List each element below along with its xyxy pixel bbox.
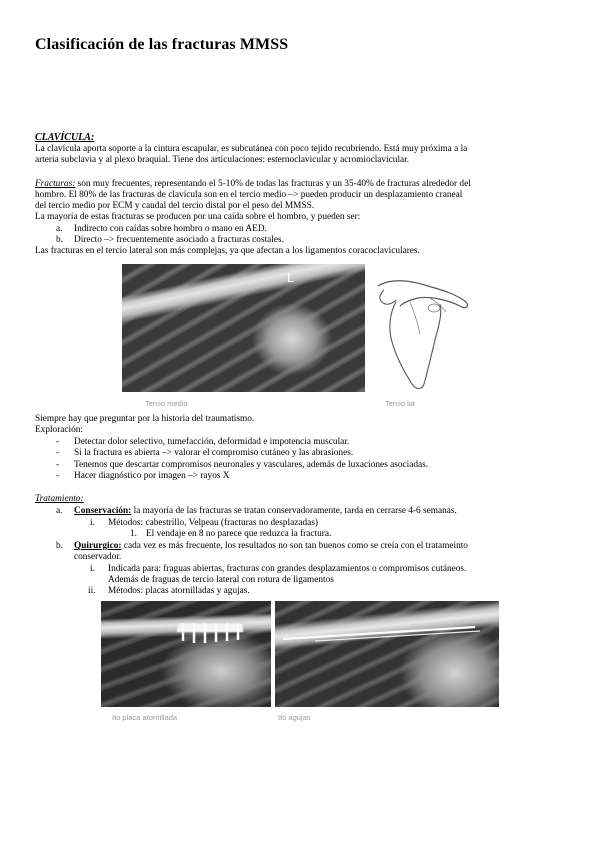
tercio-lateral-line: Las fracturas en el tercio lateral son más complejas, ya que afectan a los ligamentos coracoclaviculares.: [35, 246, 420, 256]
vendaje-line: El vendaje en 8 no parece que reduzca la fractura.: [146, 529, 332, 539]
exploracion-item: Detectar dolor selectivo, tumefacción, deformidad e impotencia muscular.: [74, 437, 350, 447]
scapula-lateral-third-diagram: [370, 272, 480, 394]
caption-tercio-lat: Tercio lat: [385, 399, 416, 408]
fracturas-line-1: [35, 179, 471, 190]
indicaciones-line-1: Indicada para: fraguas abiertas, fracturas con grandes desplazamientos o compromisos cutáneos.: [108, 564, 467, 574]
list-marker: 1.: [130, 529, 137, 539]
exploracion-item: Hacer diagnóstico por imagen –> rayos X: [74, 471, 230, 481]
intro-line-2: arteria subclavia y al plexo braquial. Tiene dos articulaciones: esternoclavicular y acromioclavicular.: [35, 155, 410, 165]
xray-clavicle-middle-third: [122, 264, 365, 392]
list-marker: b.: [56, 235, 63, 245]
quirurgico-line-2: conservador.: [74, 552, 122, 562]
historia-line: Siempre hay que preguntar por la historia del traumatismo.: [35, 414, 255, 424]
conservacion-line: [74, 506, 457, 517]
mecanismo-indirecto: Indirecto con caídas sobre hombro o mano en AED.: [74, 224, 267, 234]
fracturas-line-3: del tercio medio por ECM y caudal del tercio distal por el peso del MMSS.: [35, 201, 315, 211]
section-heading-clavicula: CLAVÍCULA:: [35, 132, 95, 143]
caption-tercio-medio: Tercio medio: [145, 399, 188, 408]
xray-side-marker: L: [287, 270, 295, 285]
exploracion-item: Tenemos que descartar compromisos neuronales y vasculares, además de luxaciones asociadas.: [74, 460, 429, 470]
fracturas-text-1: son muy frecuentes, representando el 5-10% de todas las fracturas y un 35-40% de fracturas alrededor del: [75, 179, 471, 189]
dash-marker: -: [56, 437, 60, 447]
fracturas-line-4: La mayoría de estas fracturas se producen por una caída sobre el hombro, y pueden ser:: [35, 212, 361, 222]
tratamiento-label: Tratamiento:: [35, 494, 84, 504]
list-marker: b.: [56, 541, 63, 551]
list-marker: i.: [90, 518, 95, 528]
exploracion-label: Exploración:: [35, 425, 84, 435]
indicaciones-line-2: Además de fraguas de tercio lateral con rotura de ligamentos: [108, 575, 334, 585]
list-marker: a.: [56, 506, 63, 516]
plate-overlay: [101, 601, 271, 707]
list-marker: a.: [56, 224, 63, 234]
list-marker: i.: [90, 564, 95, 574]
dash-marker: -: [56, 471, 60, 481]
list-marker: ii.: [88, 586, 96, 596]
conservacion-text: la mayoría de las fracturas se tratan conservadoramente, tarda en cerrarse 4-6 semanas.: [131, 506, 457, 516]
fracturas-line-2: hombro. El 80% de las fracturas de clavícula son en el tercio medio –> pueden producir un desplazamiento craneal: [35, 190, 463, 200]
exploracion-item: Si la fractura es abierta –> valorar el compromiso cutáneo y las abrasiones.: [74, 448, 354, 458]
fracturas-label: Fracturas:: [35, 179, 76, 189]
page-title: Clasificación de las fracturas MMSS: [35, 36, 289, 53]
quirurgico-label: Quirurgico:: [74, 541, 122, 551]
caption-agujas: Ito agujas: [278, 713, 311, 722]
quirurgico-text: cada vez es más frecuente, los resultados no son tan buenos como se creía con el tratameinto: [121, 541, 468, 551]
dash-marker: -: [56, 448, 60, 458]
dash-marker: -: [56, 460, 60, 470]
xray-needle-fixation: [275, 601, 499, 707]
caption-placa-atornillada: Ito placa atornillada: [112, 713, 178, 722]
quirurgico-line-1: [74, 541, 468, 552]
mecanismo-directo: Directo –> frecuentemente asociado a fracturas costales.: [74, 235, 284, 245]
xray-plate-fixation: [101, 601, 271, 707]
needle-overlay: [275, 601, 499, 707]
conservacion-metodos: Métodos: cabestrillo, Velpeau (fracturas no desplazadas): [108, 518, 318, 528]
conservacion-label: Conservación:: [74, 506, 132, 516]
intro-line-1: La clavícula aporta soporte a la cintura escapular, es subcutánea con poco tejido recubriendo. Está muy próxima a la: [35, 144, 468, 154]
metodos-quirurgicos: Métodos: placas atornilladas y agujas.: [108, 586, 250, 596]
